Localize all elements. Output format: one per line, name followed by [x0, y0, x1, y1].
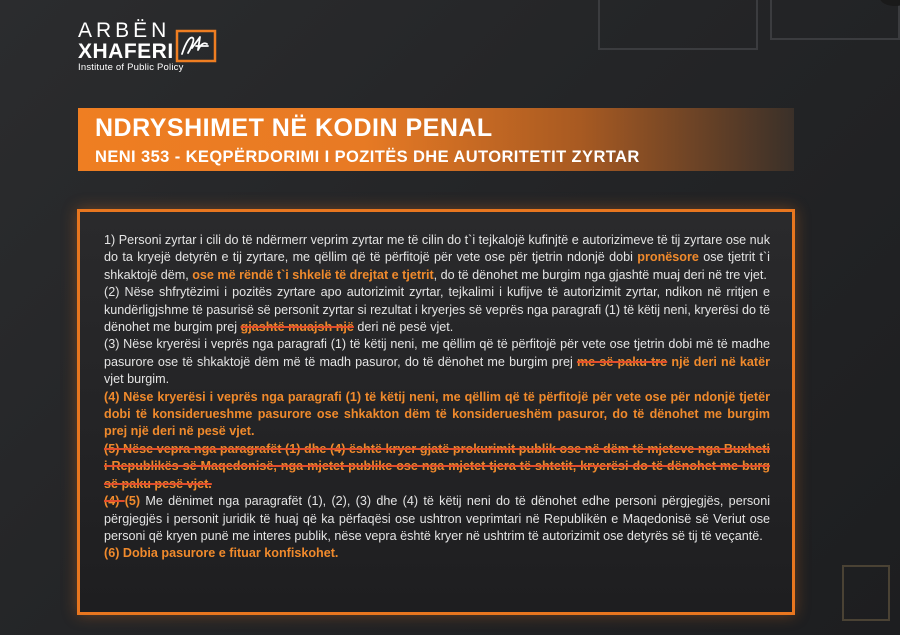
- paragraph-text: (2) Nëse shfrytëzimi i pozitës zyrtare apo autorizimit zyrtar, tejkalimi i kufijve të autorizimit zyrtar, ndikon në rritjen e kundërligjshme të pasurisë së personit zyrtar si rezultat i kryerjes së veprës nga paragrafi (1) të këtij neni, kryerësi do të dënohet me burgim prej: [104, 285, 770, 335]
- added-text: (5): [124, 494, 141, 509]
- deleted-text: gjashtë muajsh një: [240, 320, 354, 335]
- paragraph-text: ose tjetrit t`i shkaktojë dëm,: [104, 250, 770, 282]
- page-title: NDRYSHIMET NË KODIN PENAL: [95, 114, 493, 142]
- article-text-box: [77, 209, 795, 615]
- page-subtitle: NENI 353 - KEQPËRDORIMI I POZITËS DHE AUTORITETIT ZYRTAR: [95, 148, 640, 166]
- paragraph-text: , do të dënohet me burgim nga gjashtë muaj deri në tre vjet.: [433, 267, 767, 282]
- decorative-frame: [598, 0, 758, 50]
- paragraph-7-added: (6) Dobia pasurore e fituar konfiskohet.: [104, 546, 339, 561]
- logo-tagline: Institute of Public Policy: [78, 62, 184, 73]
- paragraph-text: vjet burgim.: [104, 372, 170, 387]
- paragraph-text: (3) Nëse kryerësi i veprës nga paragrafi (1) të këtij neni, me qëllim që të përfitojë për vete ose tjetrin dobi më të madhe pasurore ose të shkaktojë dëm më të madh pasuror, do të dënohet me burgim prej: [104, 337, 770, 369]
- paragraph-4-added: (4) Nëse kryerësi i veprës nga paragrafi (1) të këtij neni, me qëllim që të përfitojë për vete ose për ndonjë tjetër dobi të konsiderueshme pasurore ose shkakton dëm të konsiderueshëm pasuror, do të dënohet me burgim prej një deri në pesë vjet.: [104, 389, 770, 439]
- paragraph-text: deri në pesë vjet.: [353, 320, 454, 335]
- decorative-frame: [842, 565, 890, 621]
- paragraph-3: [104, 336, 770, 388]
- deleted-text: (4): [104, 494, 125, 509]
- signature-emblem-icon: [174, 28, 218, 64]
- article-body: [104, 232, 770, 563]
- paragraph-text: 1) Personi zyrtar i cili do të ndërmerr veprim zyrtar me të cilin do t`i tejkalojë kufinjtë e autorizimeve të tij zyrtare ose nuk do ta kryejë detyrën e tij zyrtare, me qëllim që të përfitojë për vete ose për tjetrin ndonjë dobi: [104, 233, 770, 265]
- paragraph-5-deleted: (5) Nëse vepra nga paragrafët (1) dhe (4) është kryer gjatë prokurimit publik ose në dëm të mjeteve nga Buxheti i Republikës së Maqedonisë, nga mjetet publike ose nga mjetet tjera të shtetit, kryerësi do të dënohet me burg së paku pesë vjet.: [104, 441, 770, 491]
- institute-logo: [78, 20, 184, 74]
- paragraph-text: Me dënimet nga paragrafët (1), (2), (3) dhe (4) të këtij neni do të dënohet edhe personi përgjegjës, personi përgjegjës i personit juridik të huaj që ka përfaqësi ose ushtron veprimtari në Republikën e Maqedonisë së Veriut ose personi që kryen punë me interes publik, nëse vepra është kryer në ushtrim të autorizimit ose detyrës së tij të veçantë.: [104, 494, 770, 543]
- logo-last-name: XHAFERI: [78, 40, 174, 63]
- decorative-frame: [770, 0, 900, 40]
- added-text: një deri në katër: [671, 354, 771, 369]
- title-banner: [78, 108, 794, 171]
- logo-first-name: ARBËN: [78, 19, 171, 42]
- added-text: pronësore: [637, 250, 699, 265]
- added-text: ose më rëndë t`i shkelë të drejtat e tjetrit: [192, 267, 434, 282]
- paragraph-6: [104, 493, 770, 545]
- paragraph-1: [104, 232, 770, 284]
- paragraph-2: [104, 284, 770, 336]
- deleted-text: me së paku tre: [576, 354, 668, 369]
